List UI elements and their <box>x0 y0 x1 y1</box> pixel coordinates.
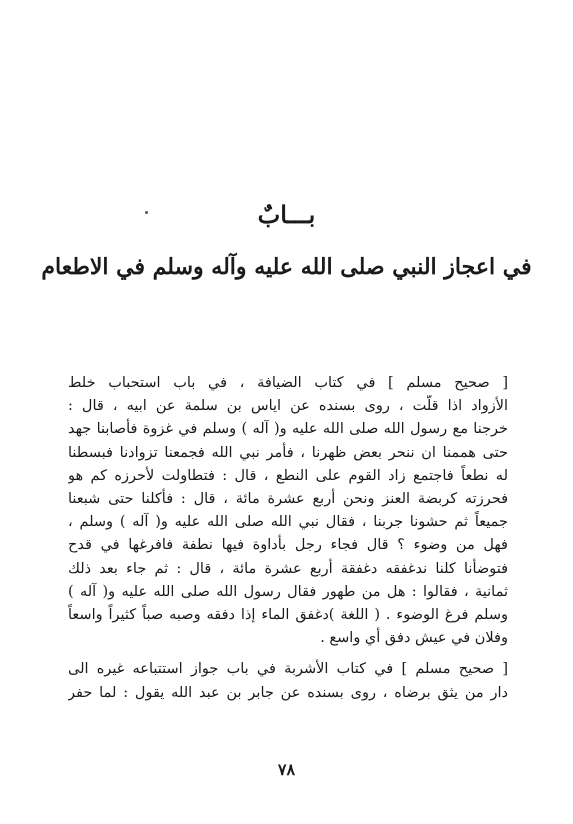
text-line: [ صحيح مسلم ] في كتاب الأشربة في باب جواز استتباعه غيره الى <box>68 661 508 678</box>
chapter-heading: بـــابٌ <box>257 200 316 229</box>
text-line: دار من يثق برضاه ، روى بسنده عن جابر بن عبد الله يقول : لما حفر <box>68 684 508 701</box>
text-line: حتى هممنا ان ننحر بعض ظهرنا ، فأمر نبي الله فجمعنا تزوادنا فبسطنا <box>68 444 508 461</box>
text-line: فحرزته كربضة العنز ونحن أربع عشرة مائة ، قال : فأكلنا حتى شبعنا <box>68 491 508 508</box>
text-line: [ صحيح مسلم ] في كتاب الضيافة ، في باب استحباب خلط <box>68 375 508 391</box>
text-line: فتوضأنا كلنا ندغفقه دغفقة أربع عشرة مائة ، قال : ثم جاء بعد ذلك <box>68 560 508 577</box>
text-line: وفلان في عيش دفق أي واسع . <box>320 630 508 647</box>
text-line: وسلم فرغ الوضوء . ( اللغة )دغفق الماء إذا دفقه وصبه صباً كثيراً واسعاً <box>68 607 508 624</box>
ink-dot <box>145 211 148 214</box>
body-text <box>68 372 508 705</box>
text-line: جميعاً ثم حشونا جربنا ، فقال نبي الله صلى الله عليه و( آله ) وسلم ، <box>68 514 508 531</box>
chapter-title: في اعجاز النبي صلى الله عليه وآله وسلم في الاطعام <box>41 254 532 280</box>
page-number: ٧٨ <box>277 760 296 779</box>
text-line: خرجنا مع رسول الله صلى الله عليه و( آله ) وسلم في غزوة فأصابنا جهد <box>68 421 508 438</box>
text-line: ثمانية ، فقالوا : هل من طهور فقال رسول الله صلى الله عليه و( آله ) <box>68 583 508 600</box>
paragraph-2 <box>68 658 508 704</box>
text-line: فهل من وضوء ؟ قال فجاء رجل بأداوة فيها نطفة فافرغها في قدح <box>68 537 508 554</box>
paragraph-1 <box>68 372 508 650</box>
text-line: له نطعاً فاجتمع زاد القوم على النطع ، قال : فتطاولت لأحرزه كم هو <box>68 467 508 484</box>
text-line: الأزواد اذا قلّت ، روى بسنده عن اياس بن سلمة عن ابيه ، قال : <box>68 398 508 415</box>
